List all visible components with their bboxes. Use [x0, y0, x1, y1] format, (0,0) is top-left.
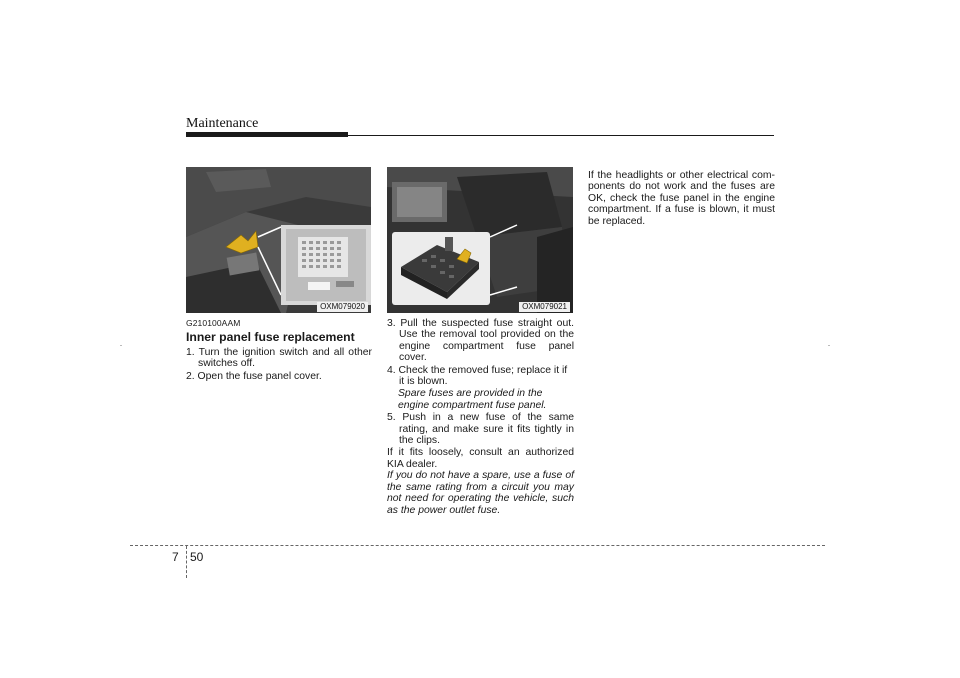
step-item: 2. Open the fuse panel cover. — [186, 370, 322, 382]
footer-rule — [130, 545, 825, 546]
section-code: G210100AAM — [186, 318, 241, 328]
inner-panel-fuse-photo-icon — [186, 167, 371, 313]
page-number: 50 — [190, 550, 204, 564]
crop-mark — [120, 345, 122, 346]
section-heading: Inner panel fuse replacement — [186, 330, 355, 345]
step-item: 5. Push in a new fuse of the same rating, and make sure it fits tightly in the clips. — [387, 412, 574, 447]
figure-code: OXM079020 — [317, 302, 368, 312]
column-1 — [186, 318, 372, 383]
note-text: Spare fuses are provided in the engine compartment fuse panel. — [398, 388, 547, 411]
figure-inner-panel — [186, 167, 371, 313]
figure-engine-compartment — [387, 167, 573, 313]
header-rule — [348, 135, 774, 136]
column-2 — [387, 318, 574, 516]
step-item: 1. Turn the ignition switch and all other switches off. — [186, 346, 372, 370]
step-item: 4. Check the removed fuse; replace it if it is blown. — [387, 364, 568, 388]
header-bar — [186, 132, 348, 137]
page-header-title: Maintenance — [186, 116, 259, 131]
crop-mark — [828, 345, 830, 346]
paragraph: If it fits loosely, consult an authorized KIA dealer. — [387, 447, 574, 470]
note-text: If you do not have a spare, use a fuse of the same rating from a circuit you may not need for operating the vehicle, such as the power outlet fuse. — [387, 470, 574, 516]
engine-compartment-fuse-photo-icon — [387, 167, 573, 313]
column-3 — [588, 170, 775, 227]
chapter-number: 7 — [172, 550, 179, 564]
step-item: 3. Pull the suspected fuse straight out. Use the removal tool provided on the engine compartment fuse panel cover. — [387, 318, 574, 364]
footer-divider — [186, 546, 187, 578]
figure-code: OXM079021 — [519, 302, 570, 312]
paragraph: If the headlights or other electrical com-ponents do not work and the fuses are OK, check the fuse panel in the engine compartment. If a fuse is blown, it must be replaced. — [588, 170, 775, 227]
